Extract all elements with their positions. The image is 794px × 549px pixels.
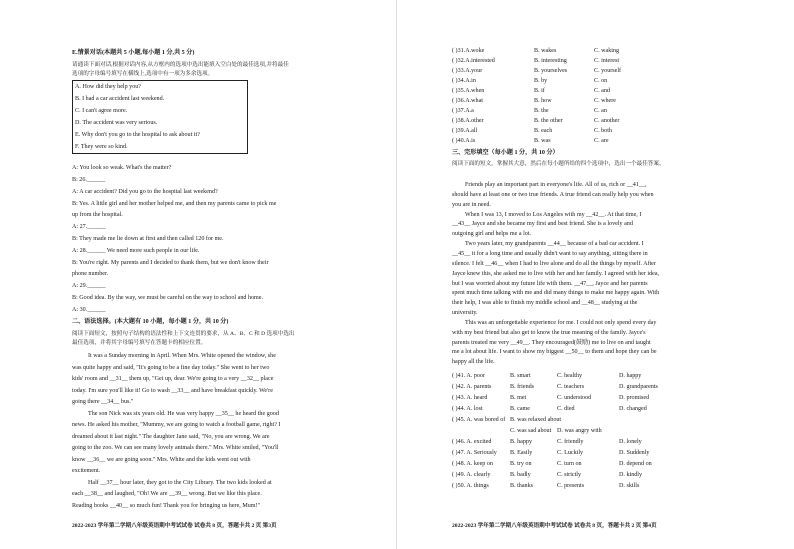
dialogue-line: B: They made me lie down at first and then called 120 for me. [72, 236, 224, 242]
cloze-question: ( )50. A. things [452, 483, 489, 489]
dialogue-line: A: 28.______ We need more such people in our life. [72, 248, 200, 254]
grammar-question: ( )36.A.what [452, 98, 483, 104]
dialogue-line: B: You're right. My parents and I decided to thank them, but we don't know their [72, 260, 269, 266]
cloze-line: silence. I felt __46__ when I had to live alone and do all the things by myself. After [452, 260, 656, 267]
grammar-option: C. and [594, 88, 610, 94]
cloze-option: D. was angry with [557, 428, 602, 434]
cloze-question: ( )49. A. clearly [452, 472, 491, 478]
grammar-question: ( )35.A.when [452, 88, 485, 94]
cloze-question: ( )47. A. Seriously [452, 450, 497, 456]
dialogue-line: B: Good idea. By the way, we must be careful on the way to school and home. [72, 295, 264, 301]
option-item: E. Why don't you go to the hospital to ask about it? [75, 132, 200, 138]
grammar-option: C. an [594, 108, 607, 114]
passage-line: today. I'm sure you'll like it! Go to wash __33__ and have breakfast quickly. We're [72, 388, 273, 394]
cloze-line: Two years later, my grandparents __44__ because of a bad car accident. I [465, 241, 644, 248]
cloze-option: C. Luckily [557, 450, 584, 456]
grammar-option: C. waking [594, 48, 620, 54]
dialogue-line: A: A car accident? Did you go to the hospital last weekend? [72, 189, 218, 195]
dialogue-line: B: 26.______ [72, 177, 106, 183]
cloze-option: B. badly [510, 472, 531, 478]
cloze-option: D. depend on [619, 461, 652, 467]
cloze-option: B. thanks [510, 483, 534, 489]
grammar-option: C. where [594, 98, 616, 104]
cloze-line: outgoing girl and helps me a lot. [452, 231, 532, 238]
cloze-question: ( )46. A. excited [452, 439, 492, 445]
grammar-question: ( )31.A.woke [452, 48, 485, 54]
cloze-line: me a lot about life. I want to show my biggest __50__ to them and hope they can be [452, 349, 657, 356]
grammar-option: C. on [594, 78, 608, 84]
section3-title: 三、完形填空（每小题 1 分，共 10 分） [452, 150, 559, 156]
passage-line: going to the zoo. We can see many lovely animals there." Mrs. White smiled, "You'll [72, 445, 279, 451]
section2-instruction: 阅读下面短文，按照句子结构的语法性和上下文连贯的要求，从 A、B、C 和 D 选项中选出 [72, 331, 295, 337]
cloze-question: ( )44. A. lost [452, 406, 483, 412]
dialogue-line: A: 30.______ [72, 307, 106, 313]
passage-line: Half __37__ hour later, they got to the City Library. The two kids looked at [88, 480, 272, 486]
grammar-option: B. yourselves [534, 68, 568, 74]
grammar-question: ( )33.A.your [452, 68, 483, 74]
passage-line: It was a Sunday morning in April. When Mrs. White opened the window, she [88, 353, 276, 359]
section2-instruction: 最佳选项，并将其字母编号填写在答题卡的相应位置。 [72, 340, 207, 346]
grammar-question: ( )32.A.interested [452, 58, 495, 64]
passage-line: dreamed about it last night." The daughter Jane said, "No, you are wrong. We are [72, 434, 270, 440]
passage-line: The son Nick was six years old. He was very happy __35__ he heard the good [88, 411, 279, 417]
grammar-option: C. another [594, 118, 620, 124]
cloze-option: C. teachers [557, 384, 585, 390]
dialogue-line: A: 29.______ [72, 283, 106, 289]
cloze-line: Friends play an important part in everyone's life. All of us, rich or __41__, [465, 182, 647, 188]
cloze-option: C. turn on [557, 461, 582, 467]
cloze-option: D. Suddenly [619, 450, 650, 456]
cloze-option: D. skills [619, 483, 640, 489]
cloze-option: B. Easily [510, 450, 533, 456]
dialogue-line: phone number. [72, 271, 109, 277]
cloze-option: D. grandparents [619, 384, 658, 390]
option-item: C. I can't agree more. [75, 108, 128, 114]
option-item: D. The accident was very serious. [75, 120, 158, 126]
dialogue-line: up from the hospital. [72, 212, 123, 218]
grammar-option: C. yourself [594, 68, 622, 74]
passage-line: kids' room and __31__ them up, "Get up, dear. We're going to a very __32__ place [72, 376, 274, 382]
grammar-option: C. are [594, 138, 609, 144]
cloze-option: B. was relaxed about [510, 417, 562, 423]
passage-line: Reading books __40__ so much fun! Thank you for bringing us here, Mum!" [72, 503, 261, 509]
cloze-option: D. promised [619, 395, 650, 401]
grammar-option: B. how [534, 98, 552, 104]
section-e-title: E.情景对话(本题共 5 小题,每小题 1 分,共 5 分) [72, 50, 195, 56]
cloze-question: ( )43. A. heard [452, 395, 488, 401]
cloze-question: ( )48. A. keep on [452, 461, 493, 467]
grammar-option: B. was [534, 138, 551, 144]
cloze-line: with my best friend but also get to know the true meaning of the family. Jayce's [452, 329, 646, 336]
option-item: F. They were so kind. [75, 144, 128, 150]
cloze-option: C. understood [557, 395, 592, 401]
cloze-option: C. healthy [557, 373, 583, 379]
cloze-line: Jayce knew this, she asked me to live with her and her family. I agreed with her idea, [452, 270, 660, 277]
cloze-line: When I was 13, I moved to Los Angeles with my __42__. At that time, I [465, 211, 642, 218]
cloze-line: __43__ Jayce and she became my first and best friend. She is a lovely and [452, 221, 633, 228]
cloze-option: B. try on [510, 461, 532, 467]
cloze-question: ( )42. A. parents [452, 384, 492, 390]
cloze-option: B. met [510, 395, 527, 401]
cloze-question: ( )45. A. was bored of [452, 417, 506, 423]
cloze-option: D. kindly [619, 472, 643, 478]
right-page [397, 0, 794, 549]
grammar-question: ( )38.A.other [452, 118, 484, 124]
section2-title: 二、语法选择。(本大题有 10 小题，每小题 1 分，共 10 分) [72, 319, 229, 325]
dialogue-line: A: 27.______ [72, 224, 106, 230]
option-item: B. I had a car accident last weekend. [75, 96, 165, 102]
section-e-instruction: 请通读下面对话,根据对话内容,从方框内的选项中选出能填入空白处的最佳选项,并将最佳 [72, 62, 289, 68]
passage-line: was quite happy and said, "It's going to be a fine day today." She went to her two [72, 365, 270, 371]
grammar-option: B. if [534, 88, 545, 94]
page-footer: 2022-2023 学年第二学期八年级英语期中考试试卷 试卷共 8 页，答题卡共 2 页 第4页 [452, 523, 657, 529]
cloze-line: This was an unforgettable experience for me. I could not only spend every day [465, 319, 657, 326]
option-item: A. How did they help you? [75, 84, 142, 90]
cloze-line: should have at least one or two true friends. A true friend can really help you when [452, 191, 654, 198]
page-footer: 2022-2023 学年第二学期八年级英语期中考试试卷 试卷共 8 页，答题卡共 2 页 第3页 [72, 523, 277, 529]
dialogue-line: A: You look so weak. What's the matter? [72, 165, 172, 171]
cloze-option: C. friendly [557, 439, 584, 445]
section3-instruction: 阅读下面的短文，掌握其大意，然后在每小题所给的四个选项中，选出一个最佳答案。 [452, 161, 665, 167]
cloze-option: B. smart [510, 373, 531, 379]
cloze-line: happy all the life. [452, 359, 495, 366]
grammar-option: B. the other [534, 118, 563, 124]
cloze-option: B. friends [510, 384, 535, 390]
passage-line: going there __34__ bus." [72, 399, 134, 405]
cloze-line: spent much time talking with me and did many things to make me happy again. With [452, 290, 660, 297]
cloze-option: C. was sad about [510, 428, 552, 434]
cloze-line: parents treated me very __49__. They encouraged(鼓励) me to live on and taught [452, 339, 651, 346]
cloze-option: C. strictly [557, 472, 582, 478]
cloze-option: C. presents [557, 483, 585, 489]
passage-line: excitement. [72, 468, 101, 474]
passage-line: know __36__ we are going soon." Mrs. White and the kids went out with [72, 457, 251, 463]
grammar-option: B. by [534, 78, 548, 84]
cloze-option: D. lonely [619, 439, 642, 445]
grammar-option: B. wakes [534, 48, 557, 54]
section-e-instruction: 选项的字母编号填写在横线上,选项中有一项为多余选项。 [72, 71, 214, 77]
passage-line: each __38__ and laughed, "Oh! We are __39__ wrong. But we like this place. [72, 491, 262, 497]
grammar-question: ( )34.A.in [452, 78, 476, 84]
grammar-question: ( )40.A.is [452, 138, 476, 144]
cloze-option: B. happy [510, 439, 533, 445]
cloze-line: __45__ it for a long time and usually didn't want to say anything, sitting there in [452, 250, 648, 257]
grammar-question: ( )39.A.all [452, 128, 478, 134]
passage-line: news. He asked his mother, "Mummy, we are going to watch a football game, right? I [72, 422, 281, 428]
cloze-option: B. came [510, 406, 530, 412]
cloze-line: but I was worried about my future life with them. __47__, Jayce and her parents [452, 280, 648, 287]
grammar-option: C. both [594, 128, 612, 134]
cloze-line: their help, I was able to finish my middle school and __48__ studying at the [452, 300, 638, 307]
dialogue-line: B: Yes. A little girl and her mother helped me, and then my parents came to pick me [72, 201, 277, 207]
grammar-option: B. each [534, 128, 553, 134]
cloze-option: D. changed [619, 406, 647, 412]
grammar-option: B. interesting [534, 58, 567, 64]
cloze-option: D. happy [619, 373, 642, 379]
cloze-question: ( )41. A. poor [452, 373, 486, 379]
cloze-line: you are in need. [452, 201, 491, 208]
cloze-option: C. died [557, 406, 575, 412]
grammar-question: ( )37.A.a [452, 108, 474, 114]
cloze-line: university. [452, 310, 478, 317]
grammar-option: B. the [534, 108, 549, 114]
grammar-option: C. interest [594, 58, 620, 64]
